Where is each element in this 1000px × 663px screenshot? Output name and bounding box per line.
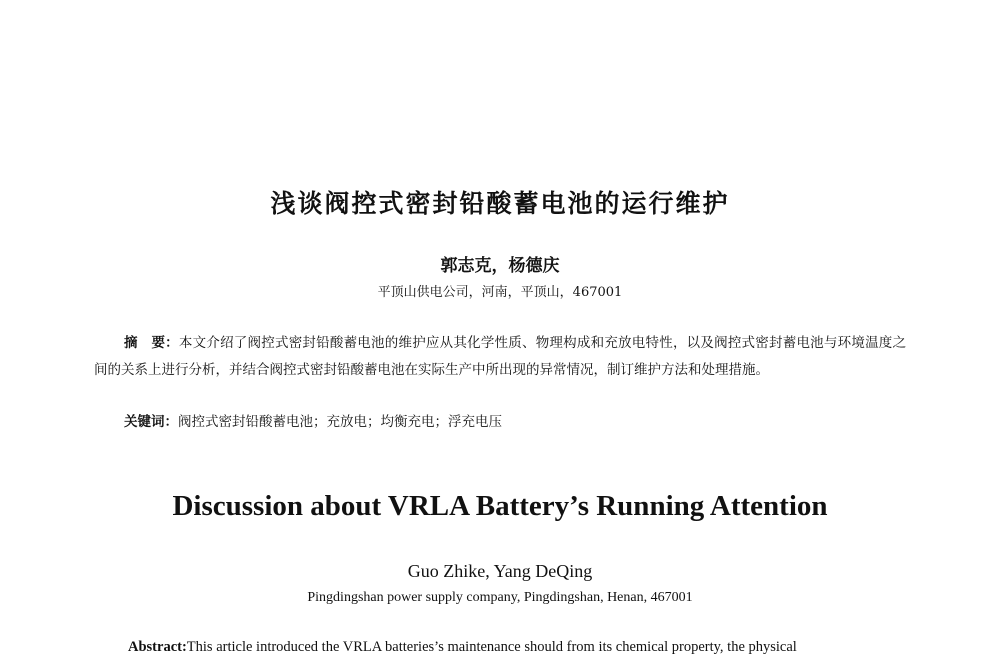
chinese-authors: 郭志克，杨德庆: [440, 256, 560, 276]
chinese-title: 浅谈阀控式密封铅酸蓄电池的运行维护: [270, 189, 730, 218]
chinese-abstract-text: 本文介绍了阀控式密封铅酸蓄电池的维护应从其化学性质、物理构成和充放电特性，以及阀控式密封蓄电池与环境温度之间的关系上进行分析，并结合阀控式密封铅酸蓄电池在实际生产中所出现的异常情况，制订维护方法和处理措施。: [94, 335, 907, 378]
english-abstract: [128, 639, 908, 656]
chinese-abstract-label: 摘 要：: [124, 335, 179, 351]
chinese-abstract: [94, 330, 906, 384]
english-abstract-text: This article introduced the VRLA batteries’s maintenance should from its chemical property, the physical: [186, 639, 797, 655]
chinese-affiliation: 平顶山供电公司，河南，平顶山，467001: [377, 285, 623, 300]
english-authors: Guo Zhike, Yang DeQing: [407, 561, 593, 581]
english-title: Discussion about VRLA Battery’s Running Attention: [172, 490, 828, 522]
chinese-keywords-text: 阀控式密封铅酸蓄电池；充放电；均衡充电；浮充电压: [178, 414, 502, 430]
english-affiliation: Pingdingshan power supply company, Pingdingshan, Henan, 467001: [307, 590, 693, 605]
english-abstract-label: Abstract:: [128, 639, 187, 655]
chinese-keywords-label: 关键词：: [124, 414, 178, 430]
chinese-keywords: [124, 411, 904, 433]
